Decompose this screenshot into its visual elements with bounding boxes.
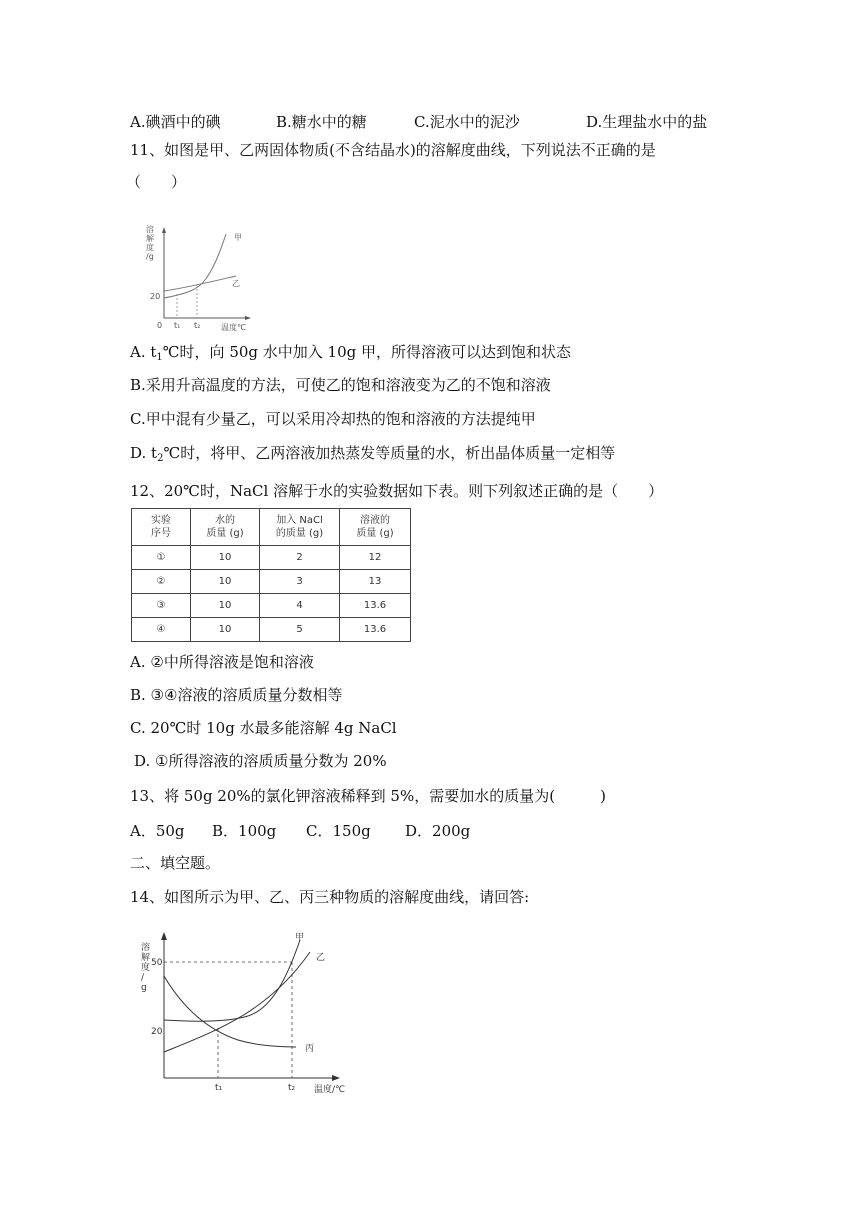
q11-ylabel: 溶解度/g	[146, 225, 154, 261]
q14-x-tick-t1: t₁	[215, 1083, 223, 1093]
table-header-cell: 实验 序号	[132, 509, 191, 546]
table-cell: 5	[260, 618, 340, 642]
table-cell: ②	[132, 570, 191, 594]
table-row	[132, 570, 411, 594]
table-cell: 10	[191, 618, 260, 642]
table-cell: 4	[260, 594, 340, 618]
q11-solubility-graph	[140, 224, 260, 336]
q14-solubility-graph	[138, 930, 358, 1096]
q14-curve-bing	[164, 976, 296, 1047]
q14-y-arrow	[161, 932, 167, 940]
q14-label-yi: 乙	[316, 953, 326, 963]
table-row	[132, 618, 411, 642]
q14-label-jia: 甲	[295, 933, 305, 943]
q13-option-b: B．100g	[212, 822, 277, 840]
q14-xlabel: 温度/℃	[314, 1085, 346, 1095]
q12-option-a: A. ②中所得溶液是饱和溶液	[130, 653, 314, 671]
q14-curve-jia	[164, 940, 300, 1021]
q12-option-c: C. 20℃时 10g 水最多能溶解 4g NaCl	[130, 719, 397, 737]
q11-x-arrow	[245, 316, 251, 320]
q11-label-yi: 乙	[232, 279, 240, 288]
table-cell: 10	[191, 594, 260, 618]
q11-x-tick-t2: t₂	[194, 321, 201, 330]
q11-stem: 11、如图是甲、乙两固体物质(不含结晶水)的溶解度曲线，下列说法不正确的是	[130, 141, 656, 159]
q14-ylabel: 溶解度/ g	[141, 943, 151, 993]
q11-option-c: C.甲中混有少量乙，可以采用冷却热的饱和溶液的方法提纯甲	[130, 410, 536, 428]
table-header-cell: 加入 NaCl 的质量 (g)	[260, 509, 340, 546]
table-cell: 2	[260, 546, 340, 570]
table-cell: 3	[260, 570, 340, 594]
q10-option-a: A.碘酒中的碘	[130, 113, 221, 131]
q14-x-arrow	[332, 1075, 340, 1081]
q10-option-d: D.生理盐水中的盐	[586, 113, 708, 131]
q11-curve-jia	[164, 234, 226, 298]
table-cell: ④	[132, 618, 191, 642]
q14-curve-yi	[164, 952, 310, 1052]
q12-data-table	[131, 508, 411, 642]
table-row	[132, 594, 411, 618]
q14-label-bing: 丙	[305, 1044, 315, 1054]
q14-stem: 14、如图所示为甲、乙、丙三种物质的溶解度曲线，请回答:	[130, 888, 530, 906]
table-header-cell: 溶液的 质量 (g)	[340, 509, 411, 546]
table-cell: 13.6	[340, 618, 411, 642]
q11-xlabel: 温度℃	[221, 323, 246, 332]
q11-blank: （ ）	[126, 173, 187, 191]
q14-y-tick-50: 50	[151, 958, 163, 968]
q12-option-d: D. ①所得溶液的溶质质量分数为 20%	[134, 752, 387, 770]
q13-option-c: C．150g	[306, 822, 371, 840]
table-cell: ③	[132, 594, 191, 618]
table-cell: 13	[340, 570, 411, 594]
q14-x-tick-t2: t₂	[288, 1083, 296, 1093]
q11-label-jia: 甲	[234, 233, 242, 242]
q13-option-d: D．200g	[405, 822, 471, 840]
table-header-cell: 水的 质量 (g)	[191, 509, 260, 546]
table-cell: 10	[191, 570, 260, 594]
q11-y-arrow	[162, 227, 166, 233]
q11-origin: 0	[157, 321, 163, 330]
table-cell: 12	[340, 546, 411, 570]
q11-y-tick-20: 20	[150, 292, 161, 301]
table-header-row	[132, 509, 411, 546]
q13-option-a: A．50g	[130, 822, 185, 840]
q12-option-b: B. ③④溶液的溶质质量分数相等	[130, 686, 343, 704]
table-cell: ①	[132, 546, 191, 570]
table-cell: 10	[191, 546, 260, 570]
section-2-title: 二、填空题。	[130, 854, 221, 872]
q12-stem: 12、20℃时，NaCl 溶解于水的实验数据如下表。则下列叙述正确的是（ ）	[130, 482, 664, 500]
table-cell: 13.6	[340, 594, 411, 618]
q14-y-tick-20: 20	[151, 1027, 163, 1037]
q10-option-b: B.糖水中的糖	[276, 113, 367, 131]
q11-x-tick-t1: t₁	[174, 321, 181, 330]
q11-option-b: B.采用升高温度的方法，可使乙的饱和溶液变为乙的不饱和溶液	[130, 376, 551, 394]
q13-stem: 13、将 50g 20%的氯化钾溶液稀释到 5%，需要加水的质量为( )	[130, 787, 606, 805]
q11-option-d: D. $t_2℃$时，将甲、乙两溶液加热蒸发等质量的水，析出晶体质量一定相等	[130, 444, 616, 464]
q11-curve-yi	[164, 276, 236, 291]
q11-option-a: A. $t_1℃$时，向 50g 水中加入 10g 甲，所得溶液可以达到饱和状态	[130, 343, 572, 363]
q10-option-c: C.泥水中的泥沙	[414, 113, 520, 131]
table-row	[132, 546, 411, 570]
